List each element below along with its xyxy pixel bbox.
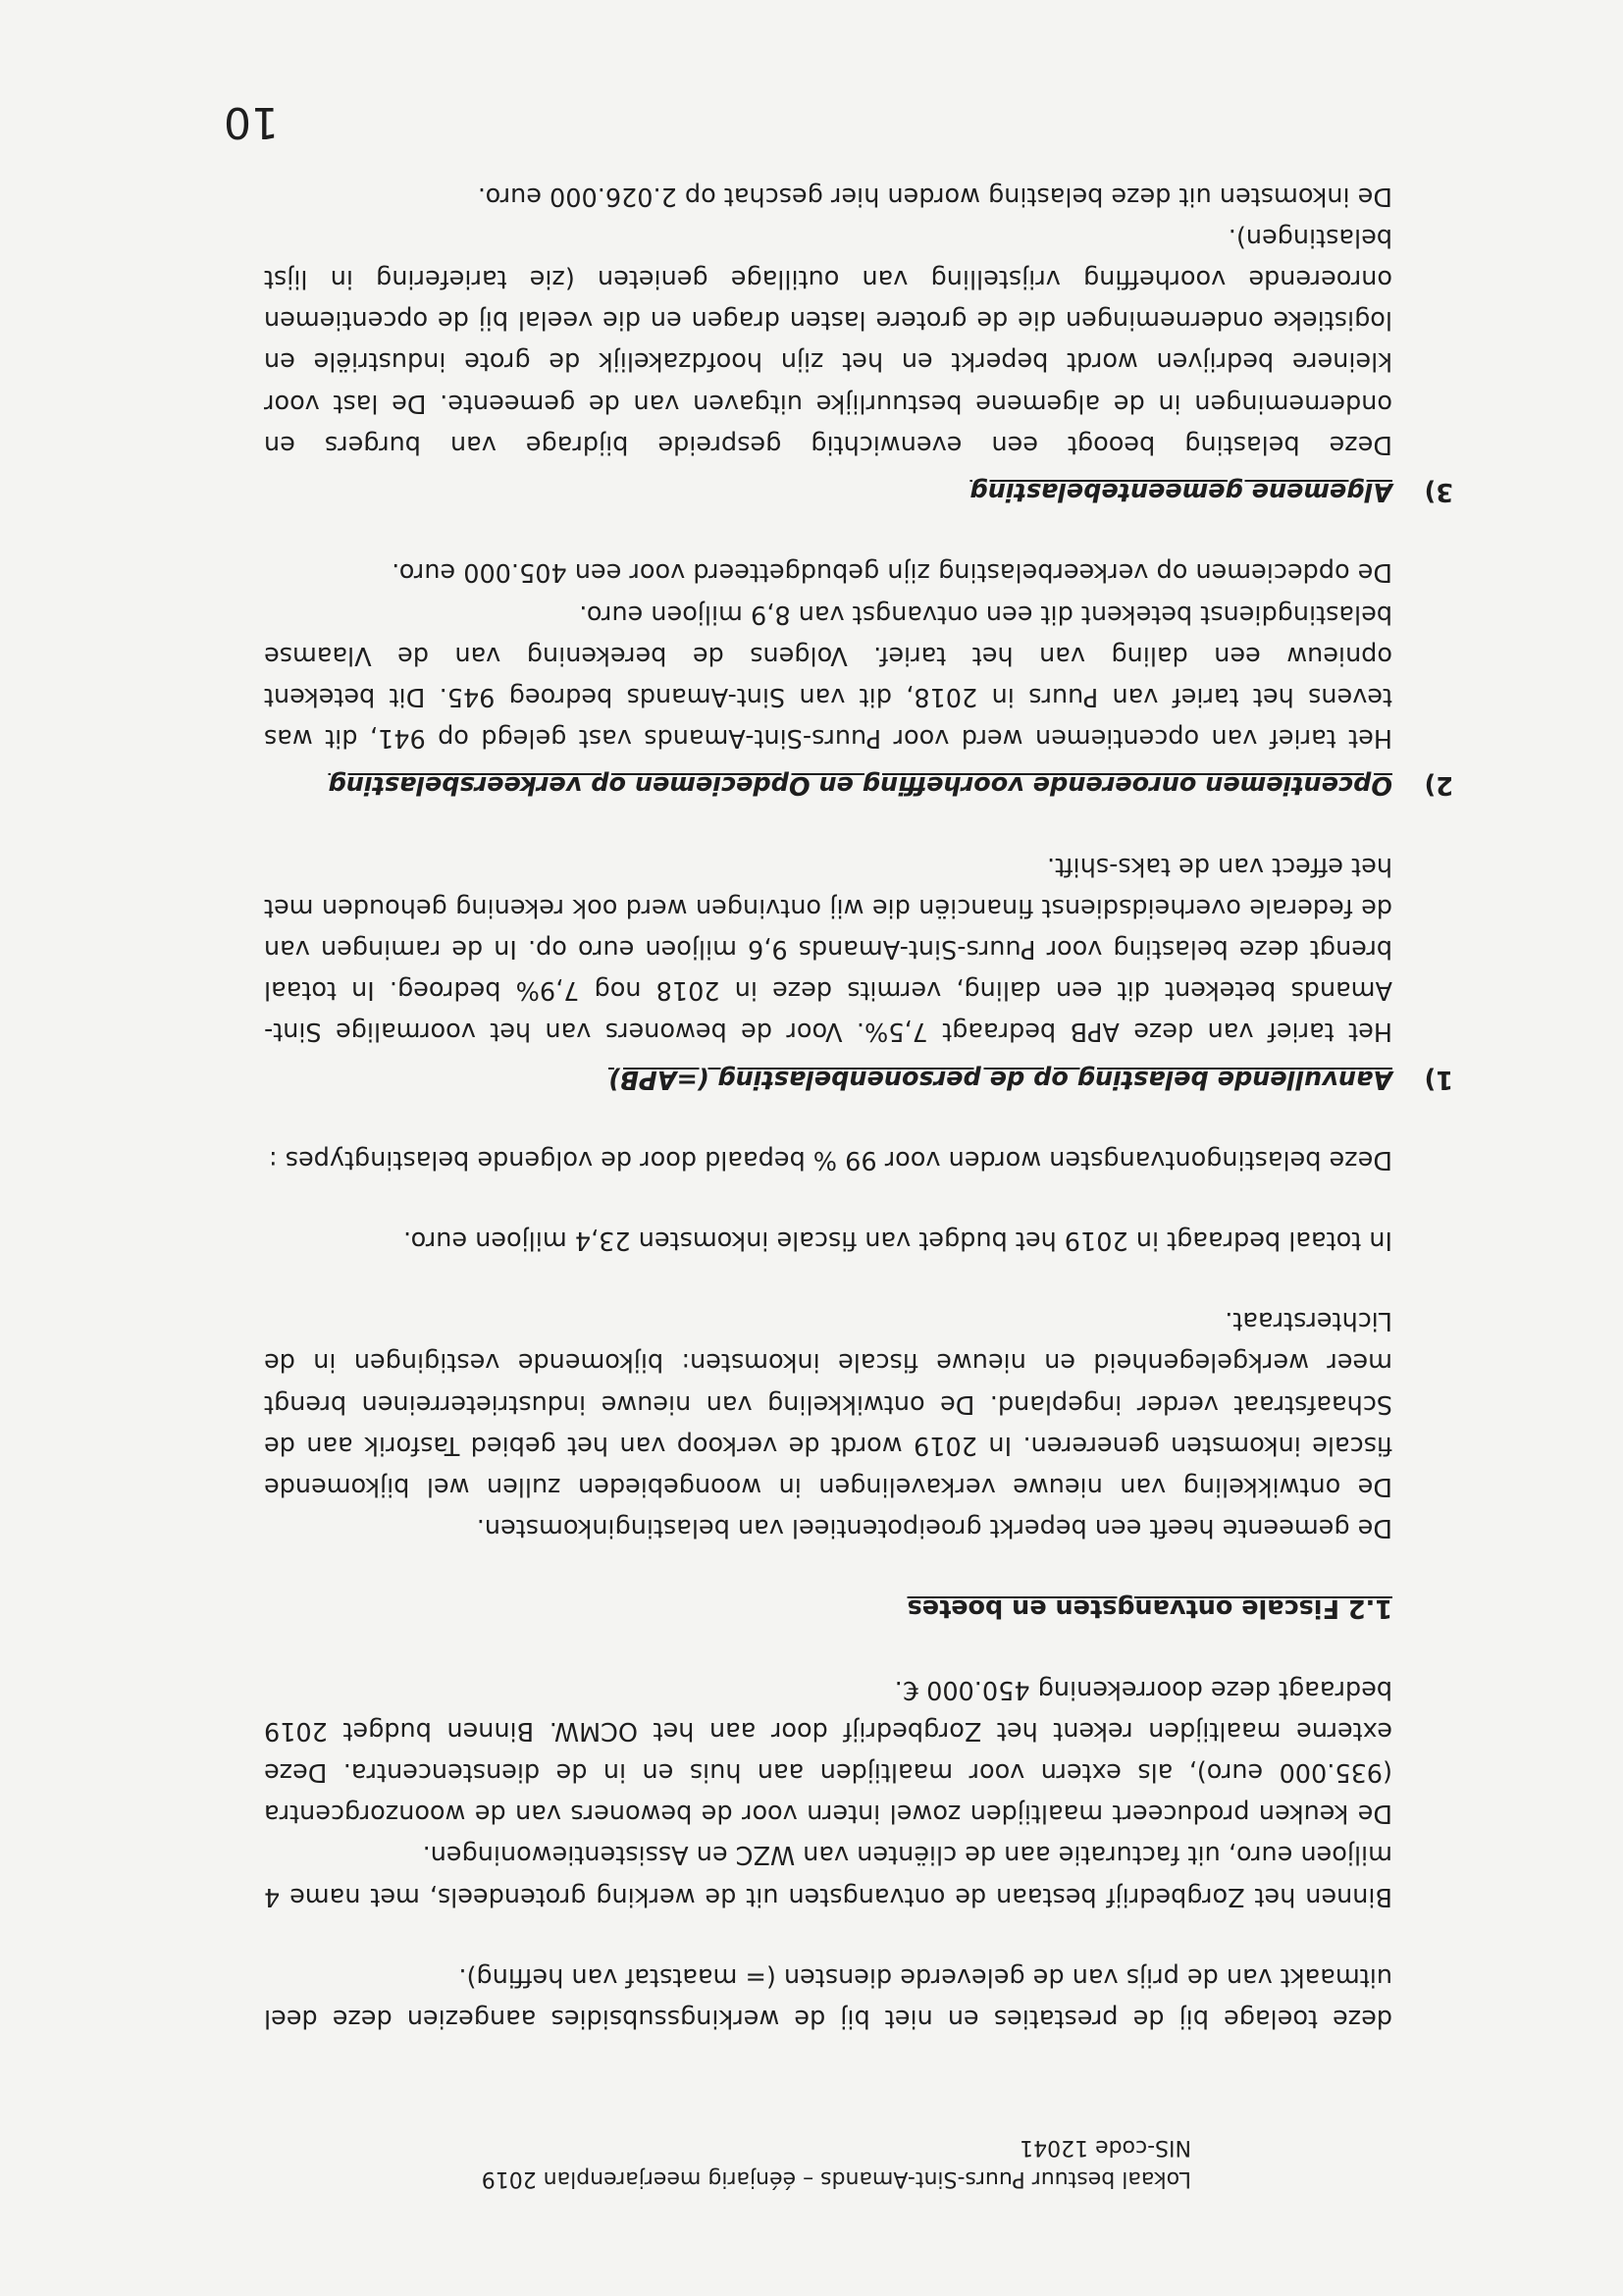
paragraph-opcentiemen: Het tarief van opcentiemen werd voor Puurs-Sint-Amands vast gelegd op 941, dit was tevens het tarief van Puurs in 2018, dit van Sint-Amands bedroeg 945. Dit betekent opnieuw een daling van het tarief. Volgens de berekening van de Vlaamse belastingdienst betekent dit een ontvangst van 8,9 miljoen euro. — [264, 599, 1392, 754]
heading-gemeentebelasting — [264, 471, 1453, 512]
heading-gemeentebelasting-text: Algemene gemeentebelasting — [969, 477, 1392, 507]
paragraph-groeipotentieel: De gemeente heeft een beperkt groeipotentieel van belastinginkomsten. — [476, 1513, 1392, 1543]
paragraph-keuken: De keuken produceert maaltijden zowel intern voor de bewoners van de woonzorgcentra (935.000 euro), als extern voor maaltijden aan huis en in de dienstencentra. Deze externe maaltijden rekent het Zorgbedrijf door aan het OCMW. Binnen budget 2019 bedraagt deze doorrekening 450.000 €. — [264, 1674, 1392, 1829]
heading-opcentiemen — [264, 764, 1453, 806]
heading-gemeentebelasting-number: 3) — [1424, 477, 1453, 507]
page-header — [53, 2131, 1191, 2194]
page-number: 10 — [224, 97, 279, 147]
paragraph-zorgbedrijf: Binnen het Zorgbedrijf bestaan de ontvangsten uit de werking grotendeels, met name 4 miljoen euro, uit facturatie aan de cliënten van WZC en Assistentiewoningen. — [264, 1840, 1392, 1911]
heading-opcentiemen-number: 2) — [1424, 770, 1453, 801]
paragraph-inkomsten-geschat: De inkomsten uit deze belasting worden hier geschat op 2.026.000 euro. — [477, 181, 1392, 211]
heading-apb — [264, 1058, 1453, 1099]
paragraph-gemeentebelasting: Deze belasting beoogt een evenwichtig gespreide bijdrage van burgers en ondernemingen in de algemene bestuurlijke uitgaven van de gemeente. De last voor kleinere bedrijven wordt beperkt en het zijn hoofdzakelijk de grote industriële en logistieke ondernemingen die de grotere lasten dragen en die veelal bij de opcentiemen onroerende voorheffing vrijstelling van outillage genieten (zie tariefering in lijst belastingen). — [264, 222, 1392, 459]
header-nis-code: NIS-code 12041 — [1020, 2135, 1191, 2160]
paragraph-toelage: deze toelage bij de prestaties en niet bij de werkingssubsidies aangezien deze deel uitmaakt van de prijs van de geleverde diensten (= maatstaf van heffing). — [264, 1961, 1392, 2033]
paragraph-apb: Het tarief van deze APB bedraagt 7,5%. Voor de bewoners van het voormalige Sint-Amands betekent dit een daling, vermits deze in 2018 nog 7,9% bedroeg. In totaal brengt deze belasting voor Puurs-Sint-Amands 9,6 miljoen euro op. In de ramingen van de federale overheidsdienst financiën die wij ontvingen werd ook rekening gehouden met het effect van de taks-shift. — [264, 851, 1392, 1047]
paragraph-belastingtypes: Deze belastingontvangsten worden voor 99 % bepaald door de volgende belastingtypes : — [269, 1144, 1392, 1174]
heading-apb-number: 1) — [1424, 1064, 1453, 1094]
heading-opcentiemen-text: Opcentiemen onroerende voorheffing en Opdeciemen op verkeersbelasting — [328, 770, 1392, 801]
paragraph-totaal-budget: In totaal bedraagt in 2019 het budget van fiscale inkomsten 23,4 miljoen euro. — [403, 1225, 1392, 1255]
paragraph-opdeciemen: De opdeciemen op verkeerbelasting zijn gebudgetteerd voor een 405.000 euro. — [392, 557, 1392, 588]
heading-apb-text: Aanvullende belasting op de personenbelasting (=APB) — [607, 1064, 1392, 1094]
document-body — [264, 135, 1453, 2039]
header-title: Lokaal bestuur Puurs-Sint-Amands – éénjarig meerjarenplan 2019 — [481, 2166, 1191, 2191]
paragraph-ontwikkeling: De ontwikkeling van nieuwe verkavelingen in woongebieden zullen wel bijkomende fiscale inkomsten genereren. In 2019 wordt de verkoop van het gebied Tasforik aan de Schaafstraat verder ingepland. De ontwikkeling van nieuwe industrieterreinen brengt meer werkgelegenheid en nieuwe fiscale inkomsten: bijkomende vestigingen in de Lichterstraat. — [264, 1306, 1392, 1501]
section-heading-fiscale-ontvangsten: 1.2 Fiscale ontvangsten en boetes — [907, 1593, 1392, 1624]
